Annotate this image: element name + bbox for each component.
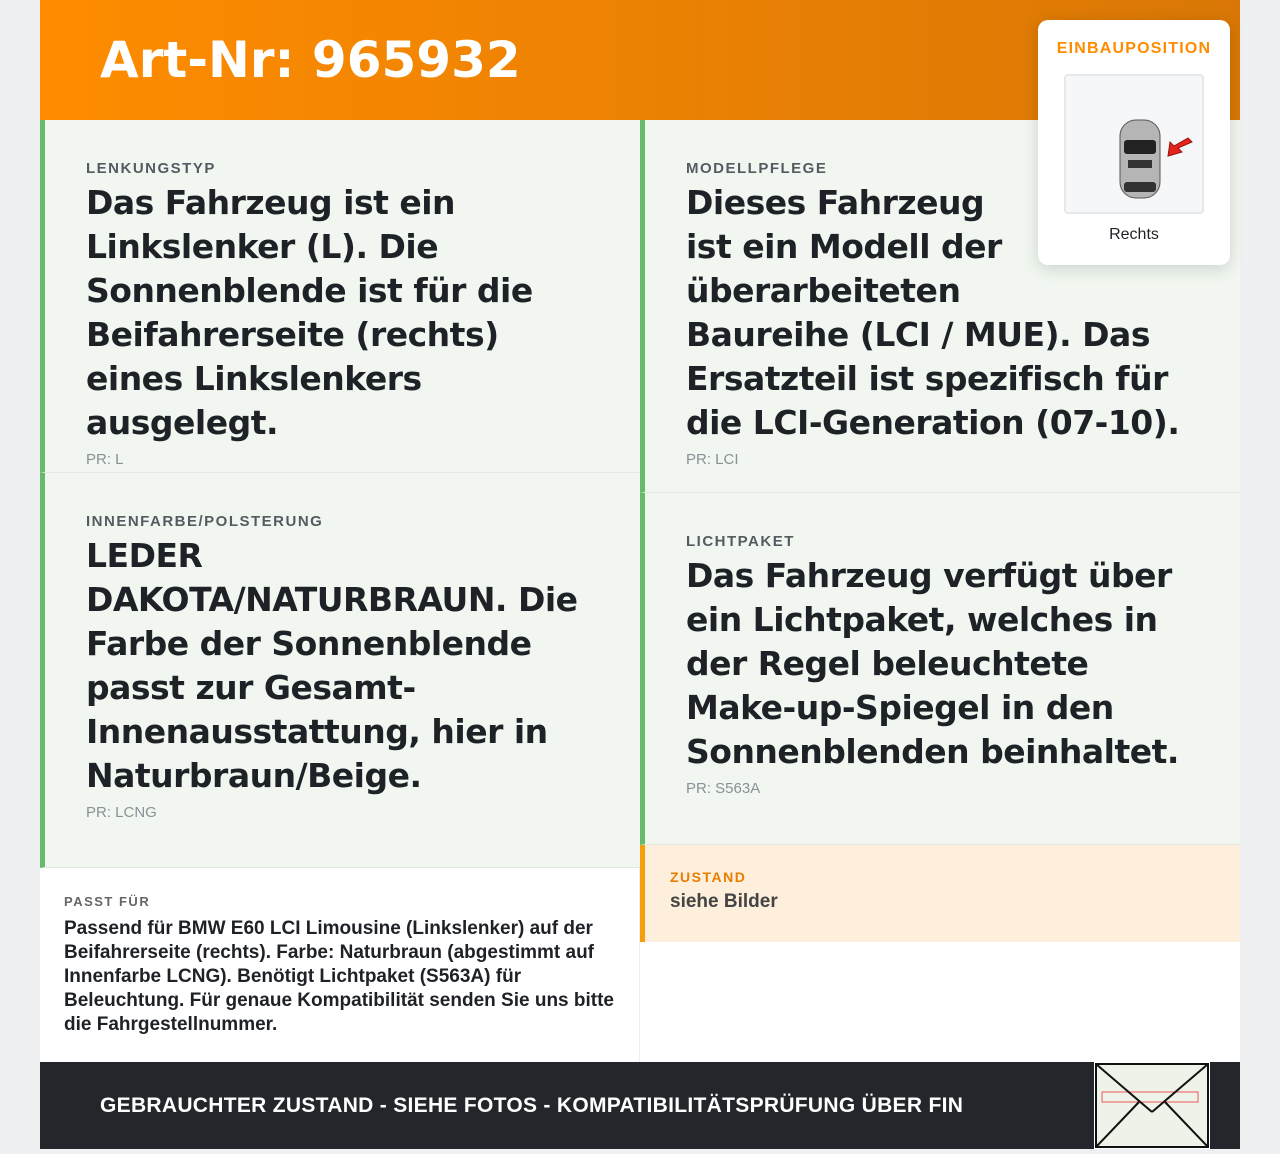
einbauposition-card	[1038, 20, 1230, 265]
card-innenfarbe	[40, 473, 640, 868]
card-pr: PR: L	[86, 451, 124, 468]
passt-label: PASST FÜR	[64, 894, 151, 909]
einbauposition-value: Rechts	[1109, 226, 1159, 243]
zustand-value: siehe Bilder	[670, 891, 778, 912]
zustand-section	[640, 845, 1240, 942]
page	[40, 0, 1240, 1149]
card-pr: PR: S563A	[686, 780, 761, 797]
passt-fuer-section	[40, 868, 640, 1062]
card-label: INNENFARBE/POLSTERUNG	[86, 513, 324, 530]
passt-text: Passend für BMW E60 LCI Limousine (Linkslenker) auf der Beifahrerseite (rechts). Farbe: Naturbraun (abgestimmt auf Innenfarbe LCNG). Benötigt Lichtpaket (S563A) für Beleuchtung. Für genaue Kompatibilität senden Sie uns bitte die Fahrgestellnummer.	[64, 918, 614, 1035]
vin-envelope-image	[1094, 1062, 1210, 1149]
card-label: LICHTPAKET	[686, 533, 795, 550]
card-lichtpaket	[640, 493, 1240, 845]
card-text: LEDER DAKOTA/NATURBRAUN. Die Farbe der Sonnenblende passt zur Gesamt-Innenausstattung, hier in Naturbraun/Beige.	[86, 536, 578, 795]
car-position-image	[1064, 74, 1204, 214]
car-top-view-icon	[1066, 76, 1202, 212]
zustand-label: ZUSTAND	[670, 869, 747, 885]
footer-banner	[40, 1062, 1240, 1149]
card-label: MODELLPFLEGE	[686, 160, 828, 177]
card-text: Das Fahrzeug verfügt über ein Lichtpaket, welches in der Regel beleuchtete Make-up-Spiegel in den Sonnenblenden beinhaltet.	[686, 556, 1179, 771]
card-pr: PR: LCNG	[86, 804, 157, 821]
article-number: Art-Nr: 965932	[100, 31, 521, 89]
footer-text: GEBRAUCHTER ZUSTAND - SIEHE FOTOS - KOMPATIBILITÄTSPRÜFUNG ÜBER FIN	[100, 1093, 964, 1117]
card-lenkungstyp	[40, 120, 640, 473]
einbauposition-title: EINBAUPOSITION	[1056, 40, 1212, 57]
card-text: Dieses Fahrzeug ist ein Modell der überarbeiteten Baureihe (LCI / MUE). Das Ersatzteil ist spezifisch für die LCI-Generation (07-10).	[686, 183, 1180, 442]
card-label: LENKUNGSTYP	[86, 160, 216, 177]
left-column	[40, 120, 640, 1062]
card-pr: PR: LCI	[686, 451, 739, 468]
card-text: Das Fahrzeug ist ein Linkslenker (L). Die Sonnenblende ist für die Beifahrerseite (rechts) eines Linkslenkers ausgelegt.	[86, 183, 533, 442]
